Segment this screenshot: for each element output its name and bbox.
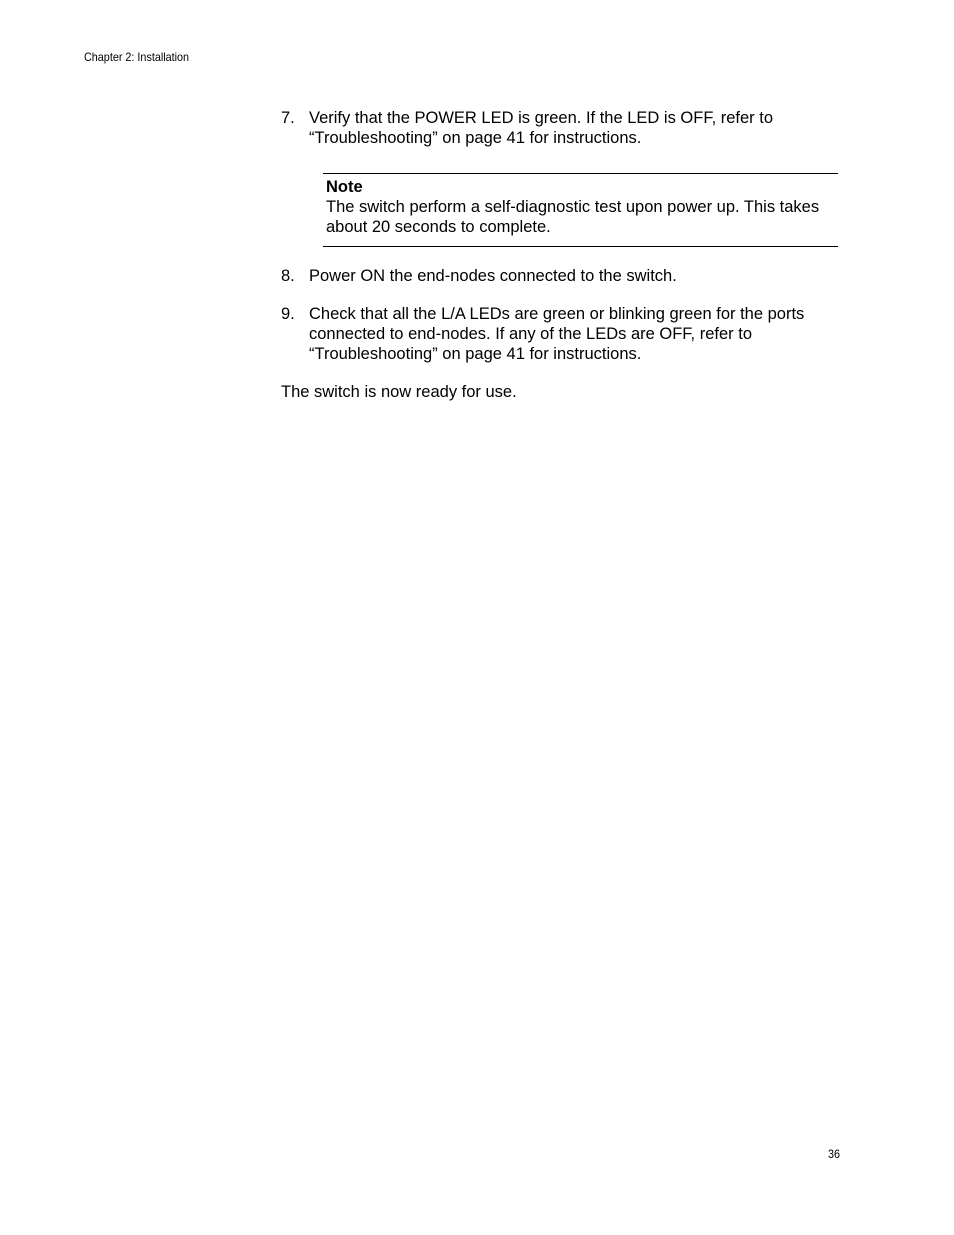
step-number: 8. (281, 267, 295, 285)
note-line: about 20 seconds to complete. (326, 218, 551, 236)
note-box (323, 173, 838, 247)
step-line: connected to end-nodes. If any of the LEDs are OFF, refer to (309, 325, 752, 343)
step-8 (281, 266, 847, 286)
running-header-chapter: Chapter 2: Installation (84, 50, 190, 64)
step-line: Check that all the L/A LEDs are green or blinking green for the ports (309, 305, 805, 323)
step-7 (281, 108, 847, 148)
page-number: 36 (828, 1147, 841, 1161)
note-line: The switch perform a self-diagnostic test upon power up. This takes (326, 198, 820, 216)
step-number: 7. (281, 109, 295, 127)
step-line: Verify that the POWER LED is green. If the LED is OFF, refer to (309, 109, 774, 127)
step-number: 9. (281, 305, 295, 323)
step-line: “Troubleshooting” on page 41 for instructions. (309, 345, 642, 363)
step-text (309, 108, 847, 148)
step-text (309, 266, 847, 286)
step-9 (281, 304, 847, 364)
step-line: “Troubleshooting” on page 41 for instructions. (309, 129, 642, 147)
step-line: Power ON the end-nodes connected to the switch. (309, 267, 677, 285)
note-title: Note (326, 178, 363, 196)
closing-paragraph: The switch is now ready for use. (281, 383, 517, 401)
step-text (309, 304, 847, 364)
page-body (281, 108, 847, 402)
